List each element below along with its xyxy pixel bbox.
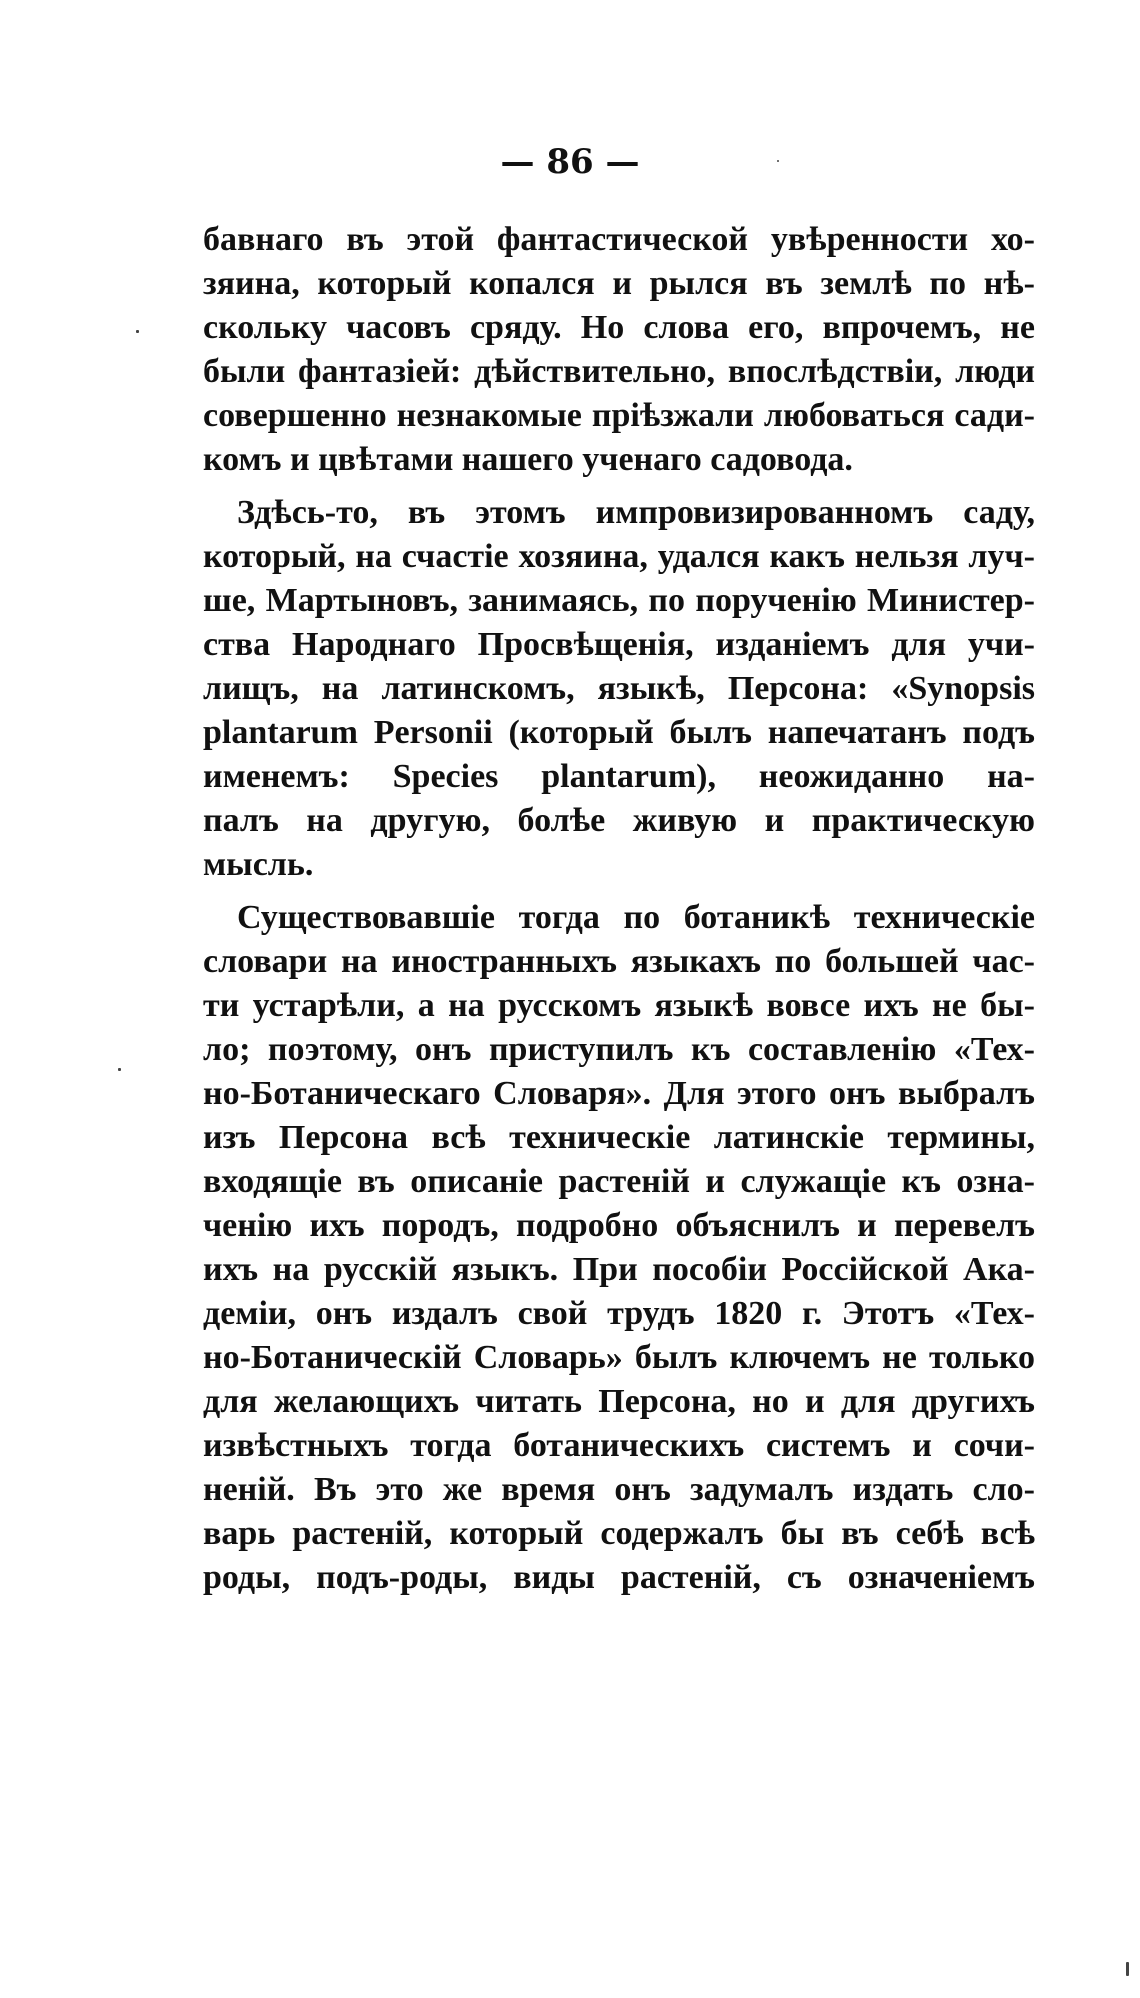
paragraph-2 (203, 491, 1035, 887)
paragraph-3 (203, 896, 1035, 1600)
text-line: бавнаго въ этой фантастической увѣренности хо- (203, 221, 1035, 258)
text-line: варь растенiй, который содержалъ бы въ себѣ всѣ (203, 1515, 1035, 1552)
scan-speck (1126, 1962, 1129, 1976)
text-line: для желающихъ читать Персона, но и для другихъ (203, 1383, 1035, 1420)
text-line: но-Ботаническiй Словарь» былъ ключемъ не только (203, 1339, 1035, 1376)
text-line: Здѣсь-то, въ этомъ импровизированномъ саду, (237, 494, 1035, 531)
text-line: ло; поэтому, онъ приступилъ къ составленiю «Тех- (203, 1031, 1035, 1068)
text-line: ства Народнаго Просвѣщенiя, изданiемъ для учи- (203, 626, 1035, 663)
text-line: скольку часовъ сряду. Но слова его, впрочемъ, не (203, 309, 1035, 346)
text-line: зяина, который копался и рылся въ землѣ по нѣ- (203, 265, 1035, 302)
text-line: но-Ботаническаго Словаря». Для этого онъ выбралъ (203, 1075, 1035, 1112)
text-line: комъ и цвѣтами нашего ученаго садовода. (203, 441, 853, 478)
text-line: именемъ: Species plantarum), неожиданно на- (203, 758, 1035, 795)
text-line: plantarum Personii (который былъ напечатанъ подъ (203, 714, 1035, 751)
text-line: роды, подъ-роды, виды растенiй, съ означенiемъ (203, 1559, 1035, 1596)
text-line: были фантазiей: дѣйствительно, впослѣдствiи, люди (203, 353, 1035, 390)
scan-speck (118, 1068, 121, 1071)
text-line: изъ Персона всѣ техническiе латинскiе термины, (203, 1119, 1035, 1156)
paragraph-gap (203, 482, 1035, 491)
text-line: Существовавшiе тогда по ботаникѣ техническiе (237, 899, 1035, 936)
text-line: словари на иностранныхъ языкахъ по большей час- (203, 943, 1035, 980)
text-line: ше, Мартыновъ, занимаясь, по порученiю Министер- (203, 582, 1035, 619)
text-line: ченiю ихъ породъ, подробно объяснилъ и перевелъ (203, 1207, 1035, 1244)
paragraph-gap (203, 887, 1035, 896)
text-line: ихъ на русскiй языкъ. При пособiи Россiйской Ака- (203, 1251, 1035, 1288)
text-line: лищъ, на латинскомъ, языкѣ, Персона: «Synopsis (203, 670, 1035, 707)
text-line: мысль. (203, 846, 314, 883)
page-number: — 86 — (500, 142, 640, 182)
text-line: совершенно незнакомые прiѣзжали любоваться сади- (203, 397, 1035, 434)
text-line: который, на счастiе хозяина, удался какъ нельзя луч- (203, 538, 1035, 575)
paragraph-1 (203, 218, 1035, 482)
text-line: ненiй. Въ это же время онъ задумалъ издать сло- (203, 1471, 1035, 1508)
text-line: входящiе въ описанiе растенiй и служащiе къ озна- (203, 1163, 1035, 1200)
scan-speck (136, 330, 139, 333)
scan-speck (777, 160, 779, 162)
text-line: извѣстныхъ тогда ботаническихъ системъ и сочи- (203, 1427, 1035, 1464)
text-line: палъ на другую, болѣе живую и практическую (203, 802, 1035, 839)
body-text (203, 218, 1035, 1600)
text-line: ти устарѣли, а на русскомъ языкѣ вовсе ихъ не бы- (203, 987, 1035, 1024)
text-line: демiи, онъ издалъ свой трудъ 1820 г. Этотъ «Тех- (203, 1295, 1035, 1332)
